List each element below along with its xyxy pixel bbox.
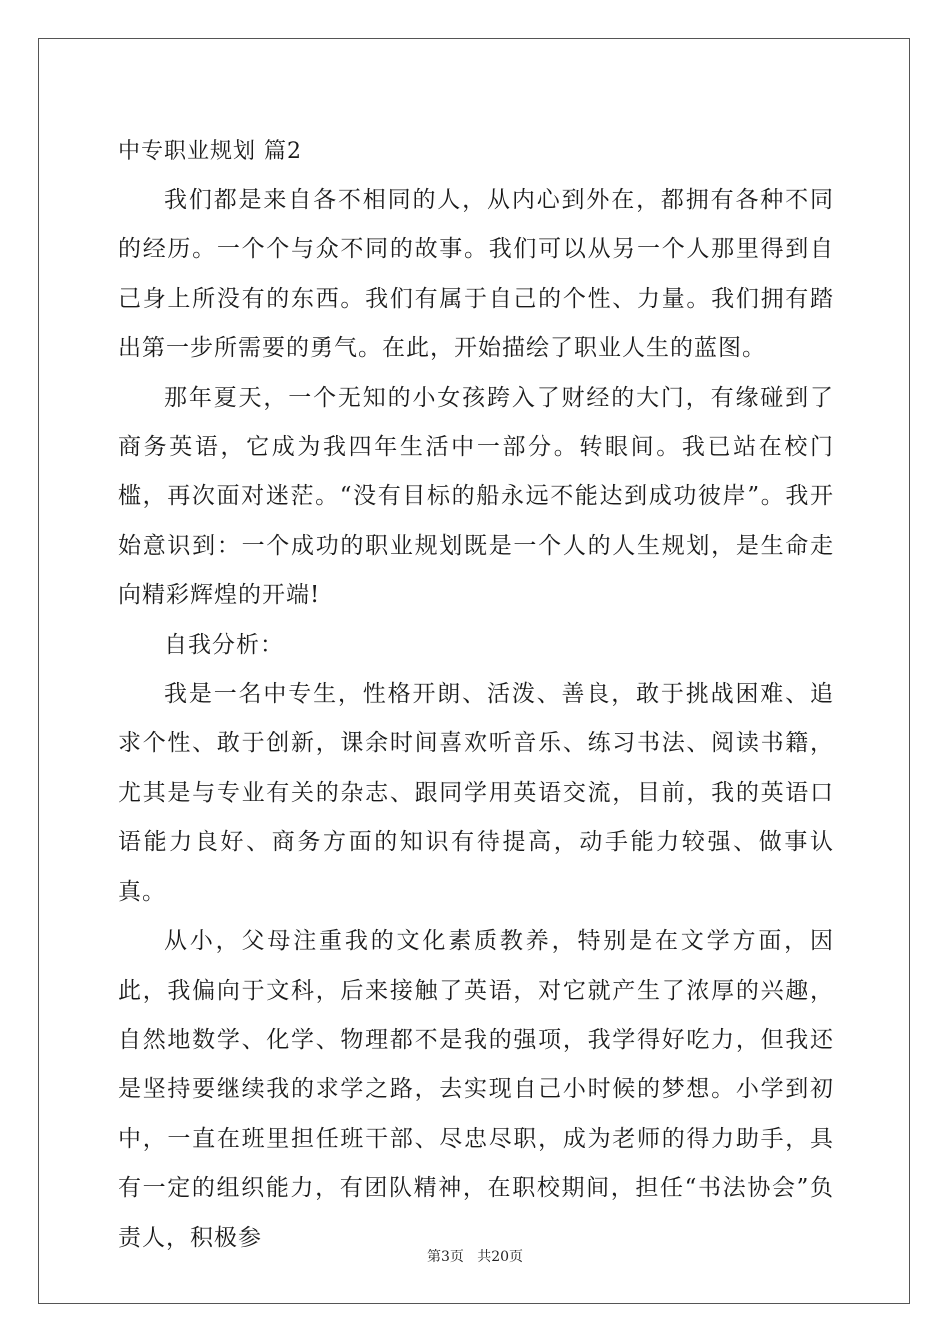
paragraph-background: 从小，父母注重我的文化素质教养，特别是在文学方面，因此，我偏向于文科，后来接触了英语，对它就产生了浓厚的兴趣，自然地数学、化学、物理都不是我的强项，我学得好吃力，但我还是坚持要继续我的求学之路，去实现自己小时候的梦想。小学到初中，一直在班里担任班干部、尽忠尽职，成为老师的得力助手，具有一定的组织能力，有团队精神，在职校期间，担任“书法协会”负责人，积极参 — [118, 928, 834, 1251]
paragraph-summer: 那年夏天，一个无知的小女孩跨入了财经的大门，有缘碰到了商务英语，它成为我四年生活中一部分。转眼间。我已站在校门槛，再次面对迷茫。“没有目标的船永远不能达到成功彼岸”。我开始意识到：一个成功的职业规划既是一个人的人生规划，是生命走向精彩辉煌的开端! — [118, 384, 834, 609]
paragraph-intro: 我们都是来自各不相同的人，从内心到外在，都拥有各种不同的经历。一个个与众不同的故事。我们可以从另一个人那里得到自己身上所没有的东西。我们有属于自己的个性、力量。我们拥有踏出第一步所需要的勇气。在此，开始描绘了职业人生的蓝图。 — [118, 187, 834, 362]
paragraph-self-analysis-heading: 自我分析： — [164, 631, 284, 658]
paragraph-self-description: 我是一名中专生，性格开朗、活泼、善良，敢于挑战困难、追求个性、敢于创新，课余时间喜欢听音乐、练习书法、阅读书籍，尤其是与专业有关的杂志、跟同学用英语交流，目前，我的英语口语能力良好、商务方面的知识有待提高，动手能力较强、做事认真。 — [118, 681, 834, 905]
document-heading: 中专职业规划 篇2 — [118, 139, 302, 164]
page-number-footer: 第3页 共20页 — [426, 1249, 524, 1265]
document-body — [118, 128, 834, 1263]
